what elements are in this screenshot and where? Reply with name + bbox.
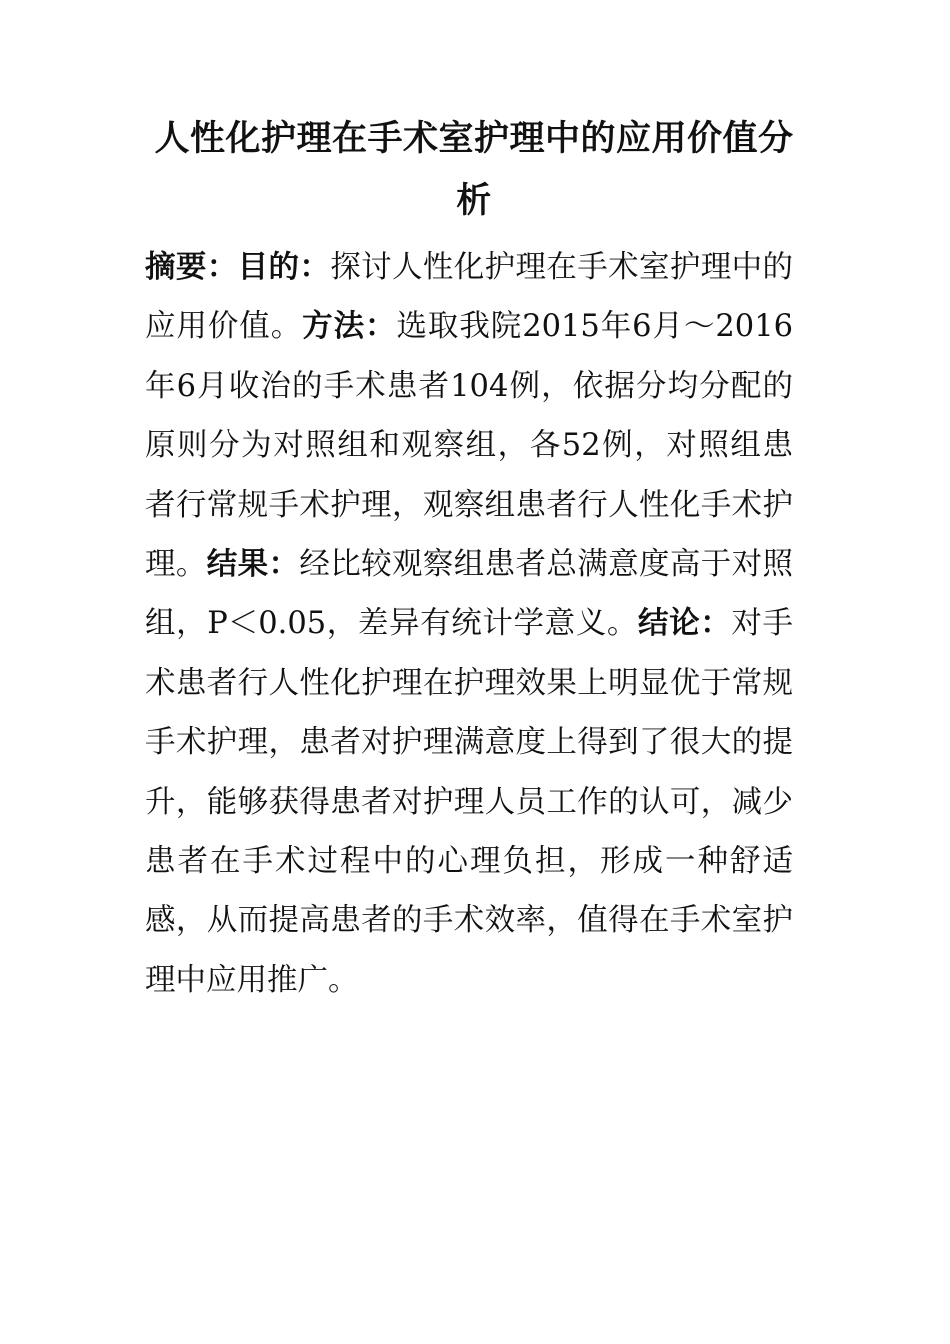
abstract-label: 摘要： [145,249,238,285]
abstract-paragraph [145,238,793,1010]
conclusion-text: 对手术患者行人性化护理在护理效果上明显优于常规手术护理，患者对护理满意度上得到了很大的提升，能够获得患者对护理人员工作的认可，减少患者在手术过程中的心理负担，形成一种舒适感，从而提高患者的手术效率，值得在手术室护理中应用推广。 [145,606,794,998]
objective-text: 探讨人性化护理在手术室护理中的应用价值。 [145,250,793,345]
method-text: 选取我院2015年6月～2016年6月收治的手术患者104例，依据分均分配的原则分为对照组和观察组，各52例，对照组患者行常规手术护理，观察组患者行人性化手术护理。 [145,309,794,583]
result-text: 经比较观察组患者总满意度高于对照组，P＜0.05，差异有统计学意义。 [145,547,793,642]
conclusion-label: 结论： [638,605,732,642]
objective-label: 目的： [237,249,331,285]
result-label: 结果： [206,546,300,583]
method-label: 方法： [302,308,397,345]
document-title: 人性化护理在手术室护理中的应用价值分析 [154,118,794,221]
